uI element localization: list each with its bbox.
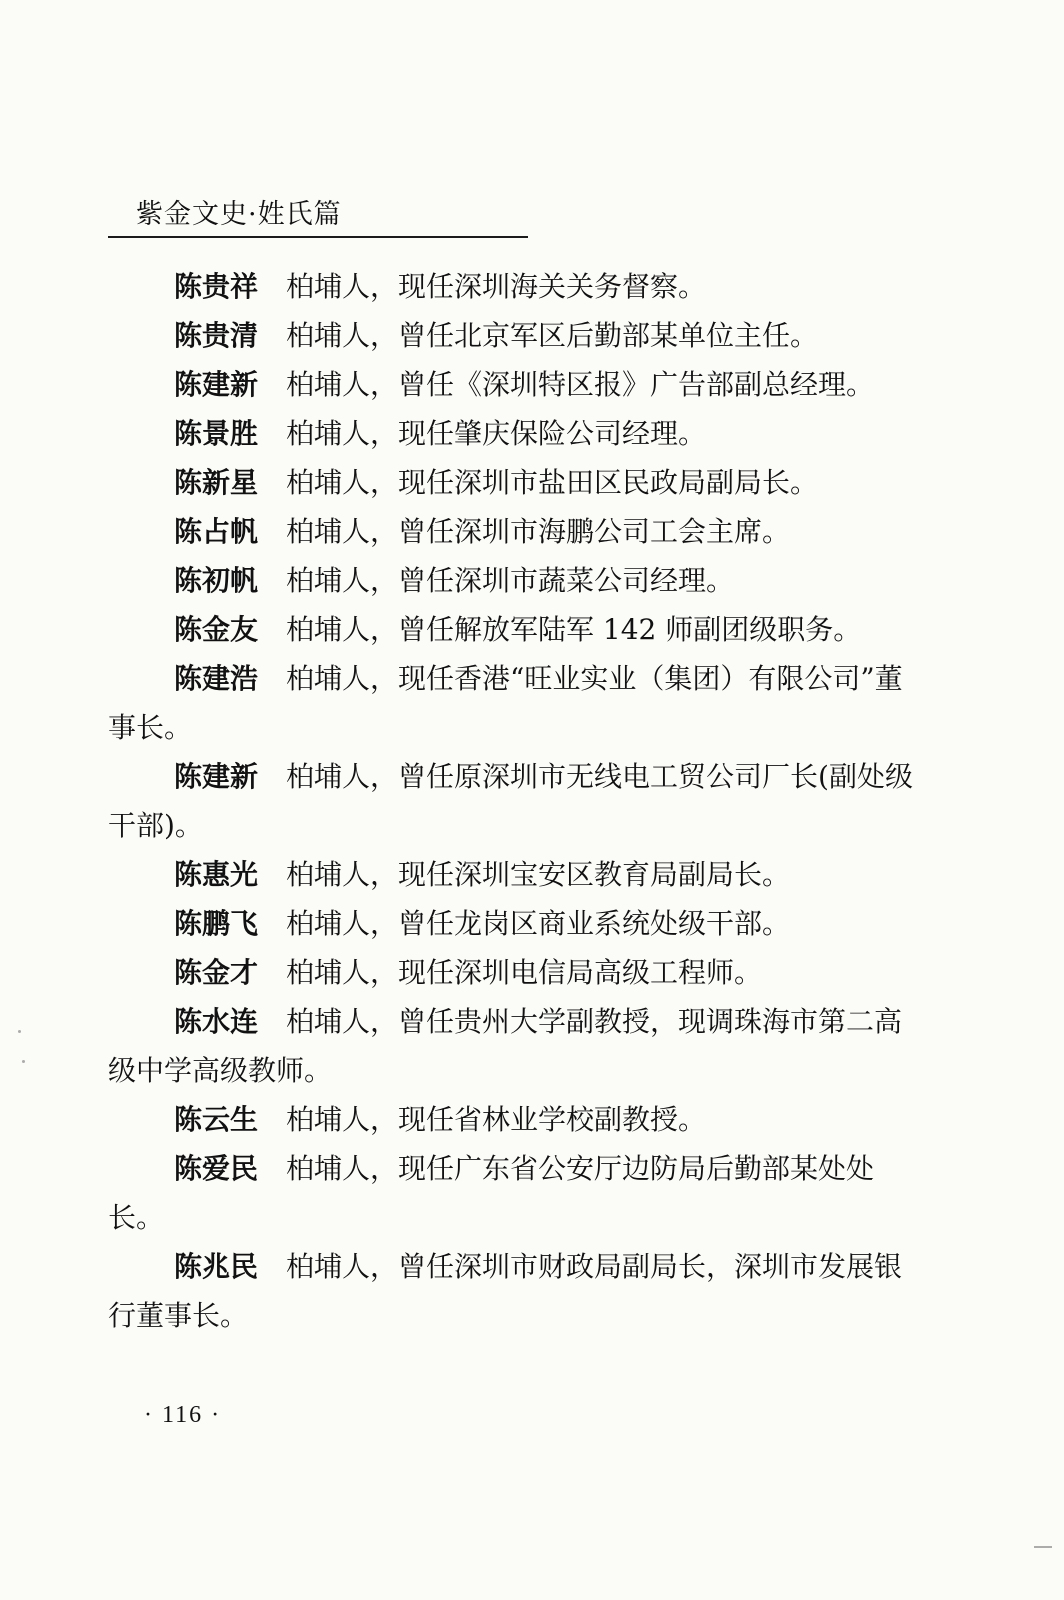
entry-item xyxy=(108,899,928,948)
entry-name: 陈鹏飞 xyxy=(174,907,259,940)
entry-name: 陈建新 xyxy=(174,368,259,401)
entry-name: 陈景胜 xyxy=(174,417,259,450)
entry-item xyxy=(108,458,928,507)
entry-description: 柏埔人，曾任深圳市海鹏公司工会主席。 xyxy=(286,515,791,548)
entry-item xyxy=(108,997,928,1095)
entry-name: 陈新星 xyxy=(174,466,259,499)
page-number: · 116 · xyxy=(144,1402,222,1428)
running-header: 紫金文史·姓氏篇 xyxy=(136,199,342,230)
entry-item xyxy=(108,1095,928,1144)
entry-item xyxy=(108,1242,928,1340)
entry-description: 柏埔人，现任广东省公安厅边防局后勤部某处处长。 xyxy=(108,1152,875,1234)
entry-description: 柏埔人，现任深圳电信局高级工程师。 xyxy=(286,956,763,989)
entry-name: 陈贵祥 xyxy=(174,270,259,303)
entry-name: 陈云生 xyxy=(174,1103,259,1136)
entry-item xyxy=(108,262,928,311)
entry-description: 柏埔人，现任肇庆保险公司经理。 xyxy=(286,417,707,450)
entry-description: 柏埔人，现任深圳市盐田区民政局副局长。 xyxy=(286,466,819,499)
entry-description: 柏埔人，曾任解放军陆军 142 师副团级职务。 xyxy=(286,613,862,646)
entry-item xyxy=(108,556,928,605)
entry-name: 陈爱民 xyxy=(174,1152,259,1185)
entry-description: 柏埔人，曾任龙岗区商业系统处级干部。 xyxy=(286,907,791,940)
entry-description: 柏埔人，曾任《深圳特区报》广告部副总经理。 xyxy=(286,368,875,401)
entry-description: 柏埔人，曾任贵州大学副教授，现调珠海市第二高级中学高级教师。 xyxy=(108,1005,903,1087)
entry-item xyxy=(108,850,928,899)
entry-description: 柏埔人，现任省林业学校副教授。 xyxy=(286,1103,707,1136)
entry-name: 陈惠光 xyxy=(174,858,259,891)
scan-speck xyxy=(18,1030,21,1033)
entry-item xyxy=(108,360,928,409)
entry-description: 柏埔人，曾任深圳市蔬菜公司经理。 xyxy=(286,564,735,597)
entry-item xyxy=(108,948,928,997)
header-rule xyxy=(108,236,528,238)
entry-item xyxy=(108,1144,928,1242)
entry-name: 陈建新 xyxy=(174,760,259,793)
entry-description: 柏埔人，现任深圳宝安区教育局副局长。 xyxy=(286,858,791,891)
entry-item xyxy=(108,654,928,752)
entry-description: 柏埔人，曾任原深圳市无线电工贸公司厂长(副处级干部)。 xyxy=(108,760,913,842)
entry-item xyxy=(108,605,928,654)
entry-name: 陈占帆 xyxy=(174,515,259,548)
entry-item xyxy=(108,409,928,458)
entry-name: 陈初帆 xyxy=(174,564,259,597)
entry-item xyxy=(108,507,928,556)
entry-name: 陈水连 xyxy=(174,1005,259,1038)
scan-speck xyxy=(22,1060,25,1063)
entry-name: 陈兆民 xyxy=(174,1250,259,1283)
entry-description: 柏埔人，曾任北京军区后勤部某单位主任。 xyxy=(286,319,819,352)
entry-item xyxy=(108,311,928,360)
entry-name: 陈金友 xyxy=(174,613,259,646)
entry-description: 柏埔人，现任香港“旺业实业（集团）有限公司”董事长。 xyxy=(108,662,903,744)
scan-mark xyxy=(1034,1546,1052,1548)
entry-item xyxy=(108,752,928,850)
entry-description: 柏埔人，现任深圳海关关务督察。 xyxy=(286,270,707,303)
entry-name: 陈建浩 xyxy=(174,662,259,695)
entry-list xyxy=(108,262,928,1340)
entry-name: 陈贵清 xyxy=(174,319,259,352)
entry-name: 陈金才 xyxy=(174,956,259,989)
entry-description: 柏埔人，曾任深圳市财政局副局长，深圳市发展银行董事长。 xyxy=(108,1250,903,1332)
